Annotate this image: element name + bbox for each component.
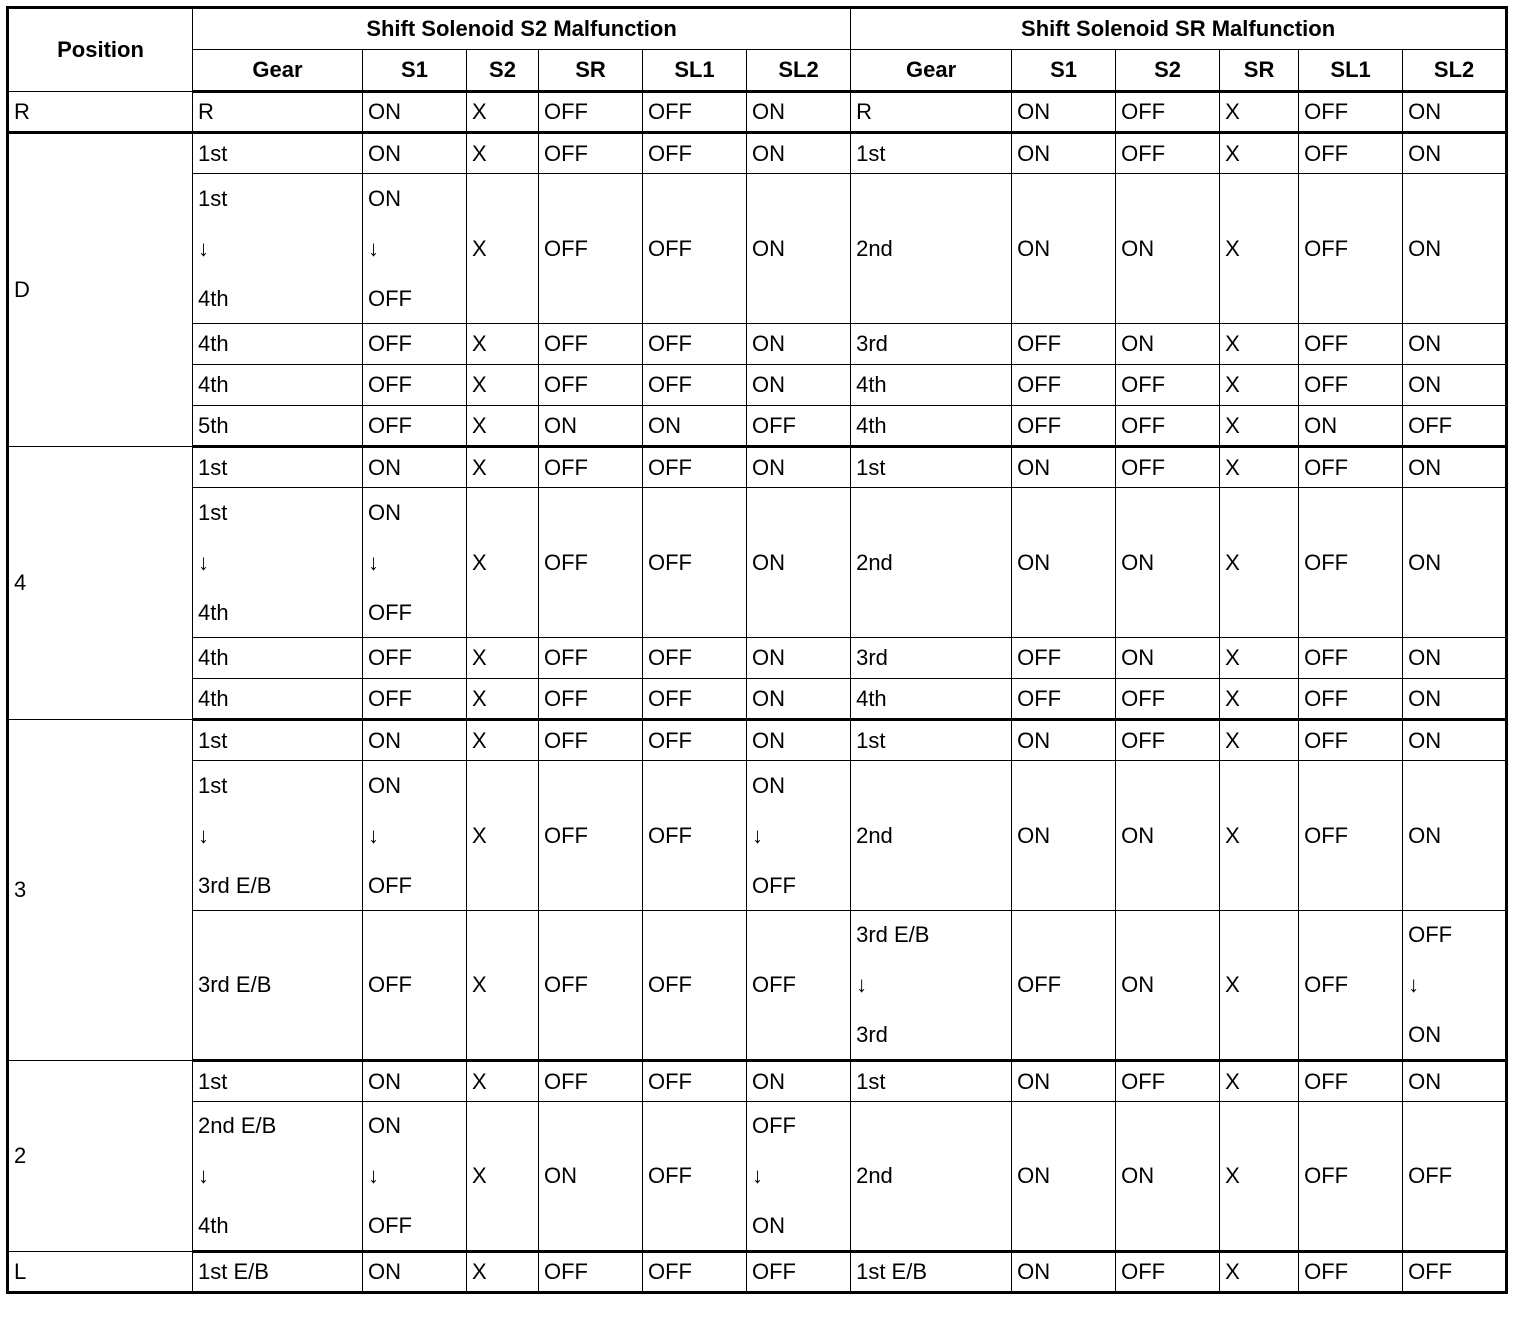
sr-malfunction-gear-cell: 4th xyxy=(851,406,1012,447)
header-row-groups xyxy=(8,8,1507,50)
transition-from: 3rd E/B xyxy=(856,922,930,947)
transition-from: 1st xyxy=(198,185,228,211)
sr-malfunction-s2-cell: OFF xyxy=(1116,133,1220,174)
s2-malfunction-gear-cell xyxy=(193,174,363,324)
sr-malfunction-s2-cell: ON xyxy=(1116,488,1220,638)
sr-malfunction-s1-cell: ON xyxy=(1012,1102,1116,1252)
transition-to: OFF xyxy=(752,872,796,898)
down-arrow-icon: ↓ xyxy=(198,235,209,261)
sr-malfunction-gear-cell: 1st xyxy=(851,720,1012,761)
header-sr-s1: S1 xyxy=(1012,50,1116,92)
sr-malfunction-s2-cell: ON xyxy=(1116,324,1220,365)
transition-stack xyxy=(752,773,845,899)
s2-malfunction-sl1-cell: OFF xyxy=(643,92,747,133)
s2-malfunction-s2-cell: X xyxy=(467,365,539,406)
s2-malfunction-sr-cell: OFF xyxy=(539,488,643,638)
sr-malfunction-sl1-cell: OFF xyxy=(1299,92,1403,133)
sr-malfunction-s1-cell: OFF xyxy=(1012,679,1116,720)
position-cell: 4 xyxy=(8,447,193,720)
position-cell: 3 xyxy=(8,720,193,1061)
s2-malfunction-gear-cell: 3rd E/B xyxy=(193,911,363,1061)
s2-malfunction-gear-cell: 1st xyxy=(193,133,363,174)
solenoid-malfunction-table xyxy=(6,6,1508,1294)
s2-malfunction-s1-cell: OFF xyxy=(363,406,467,447)
down-arrow-icon: ↓ xyxy=(368,822,379,848)
sr-malfunction-sl2-cell: ON xyxy=(1403,92,1507,133)
s2-malfunction-sl1-cell: OFF xyxy=(643,761,747,911)
header-group-s2: Shift Solenoid S2 Malfunction xyxy=(193,8,851,50)
s2-malfunction-sl1-cell: OFF xyxy=(643,133,747,174)
s2-malfunction-sl1-cell: OFF xyxy=(643,365,747,406)
s2-malfunction-sl2-cell: ON xyxy=(747,133,851,174)
s2-malfunction-sl1-cell: OFF xyxy=(643,679,747,720)
sr-malfunction-sl1-cell: OFF xyxy=(1299,1102,1403,1252)
s2-malfunction-sr-cell: OFF xyxy=(539,1252,643,1293)
sr-malfunction-sl1-cell: OFF xyxy=(1299,365,1403,406)
header-s2-sl1: SL1 xyxy=(643,50,747,92)
sr-malfunction-sr-cell: X xyxy=(1220,1102,1299,1252)
table-row xyxy=(8,406,1507,447)
table-row xyxy=(8,447,1507,488)
s2-malfunction-s2-cell: X xyxy=(467,911,539,1061)
header-position: Position xyxy=(8,8,193,92)
sr-malfunction-s2-cell: OFF xyxy=(1116,447,1220,488)
sr-malfunction-s2-cell: OFF xyxy=(1116,679,1220,720)
sr-malfunction-sl1-cell: OFF xyxy=(1299,174,1403,324)
s2-malfunction-s1-cell: ON xyxy=(363,720,467,761)
s2-malfunction-sr-cell: OFF xyxy=(539,324,643,365)
sr-malfunction-s2-cell: OFF xyxy=(1116,1061,1220,1102)
transition-from: ON xyxy=(368,185,401,211)
s2-malfunction-s2-cell: X xyxy=(467,1252,539,1293)
table-row xyxy=(8,174,1507,324)
s2-malfunction-sr-cell: OFF xyxy=(539,679,643,720)
sr-malfunction-s2-cell: ON xyxy=(1116,911,1220,1061)
sr-malfunction-gear-cell: R xyxy=(851,92,1012,133)
s2-malfunction-s1-cell xyxy=(363,174,467,324)
transition-to: 3rd xyxy=(856,1022,888,1047)
transition-from: ON xyxy=(752,772,785,798)
down-arrow-icon: ↓ xyxy=(198,1163,209,1188)
s2-malfunction-sl2-cell: ON xyxy=(747,447,851,488)
s2-malfunction-sl2-cell: OFF xyxy=(747,911,851,1061)
sr-malfunction-gear-cell: 1st xyxy=(851,447,1012,488)
header-s2-gear: Gear xyxy=(193,50,363,92)
sr-malfunction-sl2-cell: ON xyxy=(1403,174,1507,324)
s2-malfunction-s2-cell: X xyxy=(467,133,539,174)
down-arrow-icon: ↓ xyxy=(1408,972,1420,997)
sr-malfunction-s1-cell: OFF xyxy=(1012,406,1116,447)
table-row xyxy=(8,1061,1507,1102)
sr-malfunction-sr-cell: X xyxy=(1220,488,1299,638)
sr-malfunction-sl1-cell: OFF xyxy=(1299,720,1403,761)
s2-malfunction-s2-cell: X xyxy=(467,447,539,488)
sr-malfunction-gear-cell: 4th xyxy=(851,365,1012,406)
sr-malfunction-sl1-cell: OFF xyxy=(1299,911,1403,1061)
position-cell: L xyxy=(8,1252,193,1293)
s2-malfunction-s1-cell xyxy=(363,761,467,911)
s2-malfunction-gear-cell: 5th xyxy=(193,406,363,447)
s2-malfunction-sl2-cell: OFF xyxy=(747,406,851,447)
transition-stack xyxy=(198,773,357,899)
sr-malfunction-s2-cell: OFF xyxy=(1116,406,1220,447)
s2-malfunction-sl1-cell: OFF xyxy=(643,324,747,365)
s2-malfunction-sr-cell: OFF xyxy=(539,92,643,133)
s2-malfunction-sl2-cell: ON xyxy=(747,365,851,406)
down-arrow-icon: ↓ xyxy=(198,549,209,575)
sr-malfunction-sl1-cell: OFF xyxy=(1299,638,1403,679)
sr-malfunction-s1-cell: ON xyxy=(1012,174,1116,324)
table-row xyxy=(8,324,1507,365)
s2-malfunction-s1-cell: ON xyxy=(363,1061,467,1102)
transition-from: ON xyxy=(368,499,401,525)
position-cell: R xyxy=(8,92,193,133)
sr-malfunction-s1-cell: OFF xyxy=(1012,911,1116,1061)
sr-malfunction-s2-cell: OFF xyxy=(1116,365,1220,406)
header-sr-sr: SR xyxy=(1220,50,1299,92)
s2-malfunction-sl2-cell: ON xyxy=(747,324,851,365)
sr-malfunction-gear-cell: 1st xyxy=(851,133,1012,174)
table-row xyxy=(8,1102,1507,1252)
s2-malfunction-s1-cell: OFF xyxy=(363,638,467,679)
table-row xyxy=(8,1252,1507,1293)
sr-malfunction-s2-cell: OFF xyxy=(1116,720,1220,761)
s2-malfunction-gear-cell: R xyxy=(193,92,363,133)
transition-from: ON xyxy=(368,772,401,798)
sr-malfunction-s1-cell: OFF xyxy=(1012,324,1116,365)
table-row xyxy=(8,133,1507,174)
sr-malfunction-sr-cell: X xyxy=(1220,133,1299,174)
s2-malfunction-sl1-cell: OFF xyxy=(643,1102,747,1252)
s2-malfunction-sr-cell: OFF xyxy=(539,638,643,679)
sr-malfunction-sl1-cell: OFF xyxy=(1299,447,1403,488)
sr-malfunction-s1-cell: OFF xyxy=(1012,365,1116,406)
s2-malfunction-sr-cell: OFF xyxy=(539,447,643,488)
down-arrow-icon: ↓ xyxy=(752,822,763,848)
s2-malfunction-sr-cell: ON xyxy=(539,1102,643,1252)
sr-malfunction-s2-cell: OFF xyxy=(1116,92,1220,133)
table-body xyxy=(8,92,1507,1293)
s2-malfunction-s2-cell: X xyxy=(467,1102,539,1252)
sr-malfunction-gear-cell: 2nd xyxy=(851,1102,1012,1252)
s2-malfunction-sl2-cell xyxy=(747,761,851,911)
s2-malfunction-sl2-cell: OFF xyxy=(747,1252,851,1293)
s2-malfunction-s2-cell: X xyxy=(467,324,539,365)
s2-malfunction-sl1-cell: OFF xyxy=(643,1252,747,1293)
sr-malfunction-gear-cell xyxy=(851,911,1012,1061)
down-arrow-icon: ↓ xyxy=(368,549,379,575)
s2-malfunction-sl2-cell: ON xyxy=(747,638,851,679)
s2-malfunction-s2-cell: X xyxy=(467,761,539,911)
sr-malfunction-sl2-cell: OFF xyxy=(1403,1252,1507,1293)
sr-malfunction-gear-cell: 2nd xyxy=(851,488,1012,638)
sr-malfunction-s1-cell: ON xyxy=(1012,1061,1116,1102)
s2-malfunction-sl1-cell: ON xyxy=(643,406,747,447)
sr-malfunction-sl1-cell: OFF xyxy=(1299,133,1403,174)
sr-malfunction-gear-cell: 1st E/B xyxy=(851,1252,1012,1293)
table-row xyxy=(8,761,1507,911)
down-arrow-icon: ↓ xyxy=(198,822,209,848)
down-arrow-icon: ↓ xyxy=(856,972,868,997)
header-sr-gear: Gear xyxy=(851,50,1012,92)
sr-malfunction-s1-cell: ON xyxy=(1012,761,1116,911)
sr-malfunction-sl1-cell: OFF xyxy=(1299,1061,1403,1102)
transition-from: OFF xyxy=(1408,922,1453,947)
sr-malfunction-sr-cell: X xyxy=(1220,1061,1299,1102)
sr-malfunction-sr-cell: X xyxy=(1220,92,1299,133)
transition-to: OFF xyxy=(368,599,412,625)
transition-stack xyxy=(752,1113,845,1239)
transition-to: ON xyxy=(1408,1022,1442,1047)
s2-malfunction-s2-cell: X xyxy=(467,720,539,761)
table-row xyxy=(8,638,1507,679)
sr-malfunction-sl1-cell: OFF xyxy=(1299,324,1403,365)
transition-stack xyxy=(856,922,1006,1048)
sr-malfunction-sr-cell: X xyxy=(1220,1252,1299,1293)
s2-malfunction-sr-cell: OFF xyxy=(539,720,643,761)
sr-malfunction-sl1-cell: OFF xyxy=(1299,679,1403,720)
s2-malfunction-sl1-cell: OFF xyxy=(643,488,747,638)
table-row xyxy=(8,679,1507,720)
sr-malfunction-s1-cell: ON xyxy=(1012,720,1116,761)
transition-to: 4th xyxy=(198,1213,229,1238)
s2-malfunction-s1-cell: ON xyxy=(363,1252,467,1293)
sr-malfunction-sl1-cell: OFF xyxy=(1299,761,1403,911)
sr-malfunction-sl1-cell: ON xyxy=(1299,406,1403,447)
solenoid-table-container xyxy=(6,6,1508,1294)
sr-malfunction-s1-cell: ON xyxy=(1012,488,1116,638)
sr-malfunction-sl2-cell: ON xyxy=(1403,447,1507,488)
transition-to: OFF xyxy=(368,872,412,898)
sr-malfunction-sl2-cell: ON xyxy=(1403,720,1507,761)
sr-malfunction-s2-cell: ON xyxy=(1116,761,1220,911)
sr-malfunction-gear-cell: 3rd xyxy=(851,638,1012,679)
s2-malfunction-s2-cell: X xyxy=(467,406,539,447)
sr-malfunction-sr-cell: X xyxy=(1220,324,1299,365)
transition-from: 1st xyxy=(198,499,228,525)
header-group-sr: Shift Solenoid SR Malfunction xyxy=(851,8,1507,50)
sr-malfunction-s1-cell: ON xyxy=(1012,1252,1116,1293)
s2-malfunction-sr-cell: OFF xyxy=(539,1061,643,1102)
table-row xyxy=(8,92,1507,133)
sr-malfunction-sr-cell: X xyxy=(1220,406,1299,447)
sr-malfunction-s2-cell: ON xyxy=(1116,1102,1220,1252)
sr-malfunction-sr-cell: X xyxy=(1220,447,1299,488)
sr-malfunction-sr-cell: X xyxy=(1220,761,1299,911)
s2-malfunction-sl1-cell: OFF xyxy=(643,638,747,679)
s2-malfunction-sr-cell: OFF xyxy=(539,133,643,174)
s2-malfunction-s1-cell: ON xyxy=(363,447,467,488)
transition-stack xyxy=(198,1113,357,1239)
sr-malfunction-s2-cell: OFF xyxy=(1116,1252,1220,1293)
down-arrow-icon: ↓ xyxy=(752,1163,763,1188)
header-row-columns xyxy=(8,50,1507,92)
s2-malfunction-sr-cell: OFF xyxy=(539,174,643,324)
sr-malfunction-sr-cell: X xyxy=(1220,365,1299,406)
sr-malfunction-sr-cell: X xyxy=(1220,174,1299,324)
s2-malfunction-s2-cell: X xyxy=(467,679,539,720)
s2-malfunction-gear-cell: 4th xyxy=(193,638,363,679)
s2-malfunction-sl1-cell: OFF xyxy=(643,720,747,761)
sr-malfunction-sr-cell: X xyxy=(1220,679,1299,720)
s2-malfunction-sr-cell: OFF xyxy=(539,761,643,911)
transition-stack xyxy=(1408,922,1500,1048)
transition-stack xyxy=(368,186,461,312)
s2-malfunction-s2-cell: X xyxy=(467,1061,539,1102)
header-s2-sr: SR xyxy=(539,50,643,92)
sr-malfunction-sr-cell: X xyxy=(1220,638,1299,679)
sr-malfunction-s1-cell: ON xyxy=(1012,447,1116,488)
sr-malfunction-sl2-cell: ON xyxy=(1403,324,1507,365)
table-row xyxy=(8,488,1507,638)
sr-malfunction-s1-cell: ON xyxy=(1012,92,1116,133)
sr-malfunction-sl2-cell: ON xyxy=(1403,365,1507,406)
s2-malfunction-s2-cell: X xyxy=(467,638,539,679)
s2-malfunction-s1-cell: ON xyxy=(363,133,467,174)
s2-malfunction-gear-cell: 4th xyxy=(193,365,363,406)
transition-to: 3rd E/B xyxy=(198,872,272,898)
sr-malfunction-s2-cell: ON xyxy=(1116,174,1220,324)
s2-malfunction-s1-cell: OFF xyxy=(363,679,467,720)
down-arrow-icon: ↓ xyxy=(368,1163,379,1188)
s2-malfunction-gear-cell: 4th xyxy=(193,679,363,720)
sr-malfunction-sl1-cell: OFF xyxy=(1299,488,1403,638)
s2-malfunction-s1-cell xyxy=(363,488,467,638)
s2-malfunction-gear-cell: 1st xyxy=(193,1061,363,1102)
s2-malfunction-sl2-cell xyxy=(747,1102,851,1252)
sr-malfunction-s1-cell: OFF xyxy=(1012,638,1116,679)
s2-malfunction-gear-cell xyxy=(193,761,363,911)
sr-malfunction-gear-cell: 2nd xyxy=(851,174,1012,324)
table-row xyxy=(8,720,1507,761)
s2-malfunction-s2-cell: X xyxy=(467,92,539,133)
s2-malfunction-sr-cell: OFF xyxy=(539,911,643,1061)
sr-malfunction-gear-cell: 1st xyxy=(851,1061,1012,1102)
transition-stack xyxy=(368,773,461,899)
sr-malfunction-sl2-cell: OFF xyxy=(1403,406,1507,447)
s2-malfunction-sl2-cell: ON xyxy=(747,92,851,133)
transition-from: OFF xyxy=(752,1113,796,1138)
sr-malfunction-sl2-cell: ON xyxy=(1403,638,1507,679)
s2-malfunction-s1-cell: OFF xyxy=(363,365,467,406)
sr-malfunction-s2-cell: ON xyxy=(1116,638,1220,679)
transition-stack xyxy=(198,186,357,312)
transition-from: 1st xyxy=(198,772,228,798)
s2-malfunction-sl1-cell: OFF xyxy=(643,174,747,324)
s2-malfunction-sl1-cell: OFF xyxy=(643,1061,747,1102)
sr-malfunction-sl2-cell: ON xyxy=(1403,1061,1507,1102)
transition-to: ON xyxy=(752,1213,785,1238)
header-sr-s2: S2 xyxy=(1116,50,1220,92)
sr-malfunction-sl2-cell: ON xyxy=(1403,488,1507,638)
header-sr-sl1: SL1 xyxy=(1299,50,1403,92)
s2-malfunction-sr-cell: ON xyxy=(539,406,643,447)
position-cell: 2 xyxy=(8,1061,193,1252)
s2-malfunction-sl2-cell: ON xyxy=(747,1061,851,1102)
sr-malfunction-sl2-cell: ON xyxy=(1403,761,1507,911)
sr-malfunction-gear-cell: 3rd xyxy=(851,324,1012,365)
s2-malfunction-s2-cell: X xyxy=(467,174,539,324)
sr-malfunction-gear-cell: 2nd xyxy=(851,761,1012,911)
s2-malfunction-sl2-cell: ON xyxy=(747,720,851,761)
transition-to: OFF xyxy=(368,285,412,311)
transition-to: 4th xyxy=(198,599,229,625)
s2-malfunction-gear-cell: 1st xyxy=(193,720,363,761)
s2-malfunction-gear-cell: 4th xyxy=(193,324,363,365)
sr-malfunction-gear-cell: 4th xyxy=(851,679,1012,720)
transition-stack xyxy=(368,500,461,626)
header-s2-s1: S1 xyxy=(363,50,467,92)
table-row xyxy=(8,365,1507,406)
s2-malfunction-gear-cell: 1st xyxy=(193,447,363,488)
s2-malfunction-sr-cell: OFF xyxy=(539,365,643,406)
s2-malfunction-gear-cell xyxy=(193,1102,363,1252)
sr-malfunction-sr-cell: X xyxy=(1220,911,1299,1061)
s2-malfunction-s1-cell xyxy=(363,1102,467,1252)
s2-malfunction-sl2-cell: ON xyxy=(747,488,851,638)
s2-malfunction-gear-cell: 1st E/B xyxy=(193,1252,363,1293)
s2-malfunction-s2-cell: X xyxy=(467,488,539,638)
header-sr-sl2: SL2 xyxy=(1403,50,1507,92)
sr-malfunction-sl2-cell: ON xyxy=(1403,679,1507,720)
sr-malfunction-sl1-cell: OFF xyxy=(1299,1252,1403,1293)
transition-to: 4th xyxy=(198,285,229,311)
transition-from: ON xyxy=(368,1113,401,1138)
transition-to: OFF xyxy=(368,1213,412,1238)
s2-malfunction-s1-cell: OFF xyxy=(363,324,467,365)
table-row xyxy=(8,911,1507,1061)
s2-malfunction-gear-cell xyxy=(193,488,363,638)
s2-malfunction-sl1-cell: OFF xyxy=(643,447,747,488)
sr-malfunction-sl2-cell: OFF xyxy=(1403,1102,1507,1252)
transition-stack xyxy=(368,1113,461,1239)
header-s2-sl2: SL2 xyxy=(747,50,851,92)
sr-malfunction-s1-cell: ON xyxy=(1012,133,1116,174)
transition-from: 2nd E/B xyxy=(198,1113,277,1138)
sr-malfunction-sl2-cell: ON xyxy=(1403,133,1507,174)
s2-malfunction-sl2-cell: ON xyxy=(747,174,851,324)
header-s2-s2: S2 xyxy=(467,50,539,92)
s2-malfunction-s1-cell: OFF xyxy=(363,911,467,1061)
down-arrow-icon: ↓ xyxy=(368,235,379,261)
position-cell: D xyxy=(8,133,193,447)
s2-malfunction-sl2-cell: ON xyxy=(747,679,851,720)
transition-stack xyxy=(198,500,357,626)
s2-malfunction-sl1-cell: OFF xyxy=(643,911,747,1061)
s2-malfunction-s1-cell: ON xyxy=(363,92,467,133)
sr-malfunction-sl2-cell xyxy=(1403,911,1507,1061)
sr-malfunction-sr-cell: X xyxy=(1220,720,1299,761)
